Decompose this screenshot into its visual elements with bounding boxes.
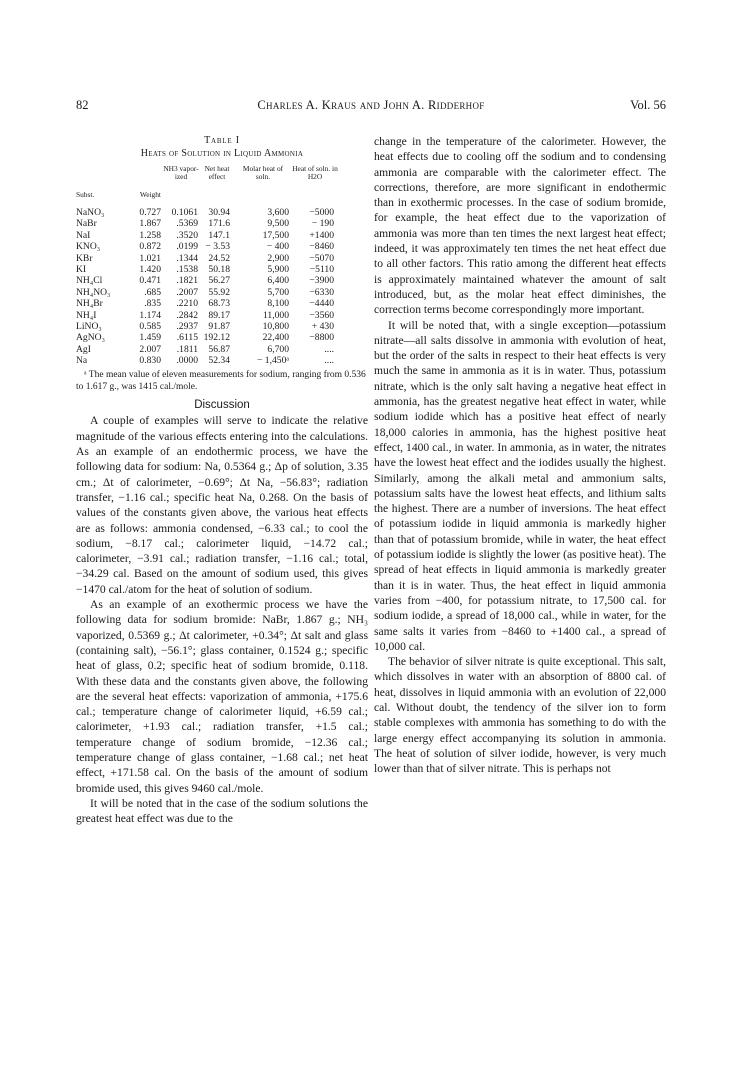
- table-cell: +1400: [309, 229, 334, 241]
- table-cell: 1.459: [139, 332, 161, 344]
- table-row: [76, 241, 368, 252]
- table-cell: 17,500: [262, 229, 289, 241]
- table-cell: NaNO₃: [76, 207, 105, 218]
- table-cell: NH₄Cl: [76, 275, 103, 287]
- table-cell: LiNO₃: [76, 320, 102, 332]
- table-cell: .1538: [176, 263, 198, 275]
- table-cell: 91.87: [208, 320, 230, 332]
- table-cell: NH₄Br: [76, 298, 103, 310]
- table-cell: .1811: [176, 343, 198, 355]
- table-cell: 50.18: [208, 263, 230, 275]
- table-cell: 0.727: [139, 207, 161, 218]
- table-footnote: ᵃ The mean value of eleven measurements for sodium, ranging from 0.536 to 1.617 g., was 1415 cal./mole.: [76, 370, 366, 392]
- table-row: [76, 344, 368, 355]
- table-cell: 22,400: [262, 332, 289, 344]
- page-number: 82: [76, 98, 89, 112]
- table-cell: ....: [324, 343, 334, 355]
- table-cell: 3,600: [267, 207, 289, 218]
- table-cell: KI: [76, 263, 87, 275]
- table-cell: 24.52: [208, 252, 230, 264]
- table-cell: NH₄I: [76, 309, 97, 321]
- table-cell: −5000: [309, 207, 334, 218]
- table-cell: −5110: [309, 263, 334, 275]
- table-cell: .0199: [176, 241, 198, 253]
- table-cell: −5070: [309, 252, 334, 264]
- table-cell: −3560: [309, 309, 334, 321]
- table-row: [76, 264, 368, 275]
- section-heading: Discussion: [194, 399, 250, 412]
- table-cell: NaBr: [76, 218, 97, 230]
- table-cell: Na: [76, 355, 88, 367]
- table-cell: −6330: [309, 286, 334, 298]
- table-cell: 0.872: [139, 241, 161, 253]
- table-row: [76, 355, 368, 366]
- col-header-subst: Subst.: [76, 190, 95, 199]
- table-row: [76, 253, 368, 264]
- table-cell: .2210: [176, 298, 198, 310]
- table-row: [76, 310, 368, 321]
- paragraph: The behavior of silver nitrate is quite exceptional. This salt, which dissolves in water with an absorption of 8800 cal. of heat, dissolves in liquid ammonia with an evolution of 22,000 cal. Without doubt, the tendency of the silver ion to form stable complexes with ammonia has something to do with the large energy effect accompanying its solution in ammonia. The heat of solution of silver iodide, however, is very much lower than that of silver nitrate. This is perhaps not: [374, 655, 666, 776]
- table-cell: 0.1061: [171, 207, 198, 218]
- table-row: [76, 298, 368, 309]
- table-cell: 0.585: [139, 320, 161, 332]
- table-cell: − 3.53: [205, 241, 230, 253]
- table-row: [76, 287, 368, 298]
- table-cell: −8460: [309, 241, 334, 253]
- table-cell: + 430: [311, 320, 334, 332]
- table-cell: .2842: [176, 309, 198, 321]
- table-cell: .3520: [176, 229, 198, 241]
- table-cell: 6,400: [267, 275, 289, 287]
- table-cell: − 400: [266, 241, 289, 253]
- running-title: Charles A. Kraus and John A. Ridderhof: [257, 98, 485, 112]
- table-cell: .1821: [176, 275, 198, 287]
- table-cell: 147.1: [208, 229, 230, 241]
- col-header-nh3: NH3 vapor-ized: [163, 164, 199, 182]
- table-cell: .2007: [176, 286, 198, 298]
- table-cell: 192.12: [203, 332, 230, 344]
- table-cell: 1.867: [139, 218, 161, 230]
- table-cell: − 190: [311, 218, 334, 230]
- table-cell: NaI: [76, 229, 91, 241]
- table-title: Table I: [204, 135, 240, 146]
- col-header-molar-heat: Molar heat of soln.: [242, 164, 284, 182]
- table-row: [76, 332, 368, 343]
- table-cell: 56.27: [208, 275, 230, 287]
- table-cell: − 1,450ᵃ: [256, 355, 289, 367]
- table-cell: 6,700: [267, 343, 289, 355]
- table-row: [76, 275, 368, 286]
- left-column: [76, 134, 368, 826]
- paragraph: A couple of examples will serve to indicate the relative magnitude of the various effects entering into the calculations. As an example of an endothermic process, we have the following data for sodium: Na, 0.5364 g.; Δp of solution, 3.35 cm.; Δt of calorimeter, −0.69°; Δt Na, −56.83°; radiation transfer, −1.16 cal.; specific heat Na, 0.268. On the basis of values of the constants given above, the various heat effects are as follows: ammonia condensed, −6.33 cal.; to cool the sodium, −8.17 cal.; calorimeter liquid, −14.72 cal.; calorimeter, −3.91 cal.; radiation transfer, −1.16 cal.; total, −34.29 cal. Based on the amount of sodium used, this gives −1470 cal./atom for the heat of solution of sodium.: [76, 414, 368, 596]
- table-cell: 52.34: [208, 355, 230, 367]
- heats-of-solution-table: [76, 161, 368, 366]
- running-header: [76, 98, 666, 114]
- table-cell: 2,900: [267, 252, 289, 264]
- table-cell: .685: [144, 286, 161, 298]
- table-cell: 68.73: [208, 298, 230, 310]
- table-cell: 1.420: [139, 263, 161, 275]
- table-cell: 89.17: [208, 309, 230, 321]
- col-header-net-heat: Net heat effect: [204, 164, 230, 182]
- table-cell: 10,800: [262, 320, 289, 332]
- table-cell: AgI: [76, 343, 91, 355]
- table-cell: 55.92: [208, 286, 230, 298]
- paragraph: As an example of an exothermic process we have the following data for sodium bromide: NaBr, 1.867 g.; NH₃ vaporized, 0.5369 g.; Δt calorimeter, +0.34°; Δt salt and glass (containing salt), −56.1°; glass container, 0.1524 g.; specific heat of glass, 0.2; specific heat of sodium bromide, 0.118. With these data and the constants given above, the following are the several heat effects: vaporization of ammonia, +175.6 cal.; temperature change of calorimeter liquid, +6.59 cal.; calorimeter, +1.93 cal.; radiation transfer, +1.5 cal.; temperature change of sodium bromide, −12.36 cal.; temperature change of glass container, −1.68 cal.; net heat effect, +171.58 cal. On the basis of the amount of sodium bromide used, this gives 9460 cal./mole.: [76, 598, 368, 795]
- table-cell: .0000: [176, 355, 198, 367]
- col-header-weight: Weight: [139, 190, 161, 199]
- volume-label: Vol. 56: [630, 98, 666, 112]
- table-cell: −4440: [309, 298, 334, 310]
- paragraph: It will be noted that, with a single exception—potassium nitrate—all salts dissolve in ammonia with evolution of heat, but the order of the salts in respect to their heat effects is very much the same in ammonia as it is in water. Thus, potassium nitrate, which is the only salt having a negative heat effect in ammonia, has the greatest negative heat effect in water, while sodium iodide which has a positive heat effect of nearly 18,000 calories in ammonia, has the highest positive heat effect, 1400 cal., in water. In ammonia, as in water, the nitrates have the lowest heat effect and the iodides usually the highest. Similarly, among the alkali metal and ammonium salts, potassium salts have the lowest heat effects, and lithium salts the highest. There are a number of inversions. The heat effect of potassium iodide in liquid ammonia is markedly higher than that of potassium bromide, while in water, the heat effect of potassium iodide is slightly the lower (as positive heat). The spread of heat effects in liquid ammonia is markedly greater than it is in water. Thus, the heat effect in liquid ammonia varies from −400, for potassium nitrate, to 17,500 cal. for sodium iodide, a spread of 18,000 cal., while in water, for the same salts it varies from −8460 to +1400 cal., a spread of 10,000 cal.: [374, 318, 666, 653]
- table-row: [76, 207, 368, 218]
- table-header-row: [76, 161, 368, 207]
- table-cell: 9,500: [267, 218, 289, 230]
- table-cell: .5369: [176, 218, 198, 230]
- table-cell: 11,000: [262, 309, 289, 321]
- paragraph: change in the temperature of the calorimeter. However, the heat effects due to cooling off the sodium and to condensing ammonia are comparable with the calorimeter effect. The corrections, therefore, are more significant in endothermic than in exothermic processes. In the case of sodium bromide, for example, the heat effect due to the vaporization of ammonia was more than ten times the next largest heat effect; indeed, it was approximately ten times the net heat effect due to all other factors. This ratio among the different heat effects is approximately maintained whatever the amount of salt introduced, but, as the molar heat effect diminishes, the correction terms become correspondingly more important.: [374, 135, 666, 317]
- table-cell: −3900: [309, 275, 334, 287]
- table-cell: 56.87: [208, 343, 230, 355]
- table-cell: KBr: [76, 252, 93, 264]
- table-cell: 30.94: [208, 207, 230, 218]
- table-cell: 0.471: [139, 275, 161, 287]
- paragraph: It will be noted that in the case of the sodium solutions the greatest heat effect was due to the: [76, 796, 368, 826]
- table-cell: 1.021: [139, 252, 161, 264]
- table-cell: KNO₃: [76, 241, 101, 253]
- table-cell: .6115: [176, 332, 198, 344]
- table-caption: Heats of Solution in Liquid Ammonia: [140, 148, 304, 159]
- table-cell: 171.6: [208, 218, 230, 230]
- table-cell: ....: [324, 355, 334, 367]
- table-row: [76, 230, 368, 241]
- col-header-heat-h2o: Heat of soln. in H2O: [292, 164, 338, 182]
- table-cell: AgNO₃: [76, 332, 105, 344]
- table-cell: 1.174: [139, 309, 161, 321]
- table-body: [76, 207, 368, 366]
- table-cell: NH₄NO₃: [76, 286, 111, 298]
- table-cell: 2.007: [139, 343, 161, 355]
- table-cell: 8,100: [267, 298, 289, 310]
- right-column: [374, 134, 666, 776]
- table-cell: 0.830: [139, 355, 161, 367]
- table-cell: 1.258: [139, 229, 161, 241]
- table-cell: 5,700: [267, 286, 289, 298]
- table-row: [76, 218, 368, 229]
- table-cell: 5,900: [267, 263, 289, 275]
- table-cell: .835: [144, 298, 161, 310]
- table-cell: .1344: [176, 252, 198, 264]
- table-row: [76, 321, 368, 332]
- table-cell: −8800: [309, 332, 334, 344]
- table-cell: .2937: [176, 320, 198, 332]
